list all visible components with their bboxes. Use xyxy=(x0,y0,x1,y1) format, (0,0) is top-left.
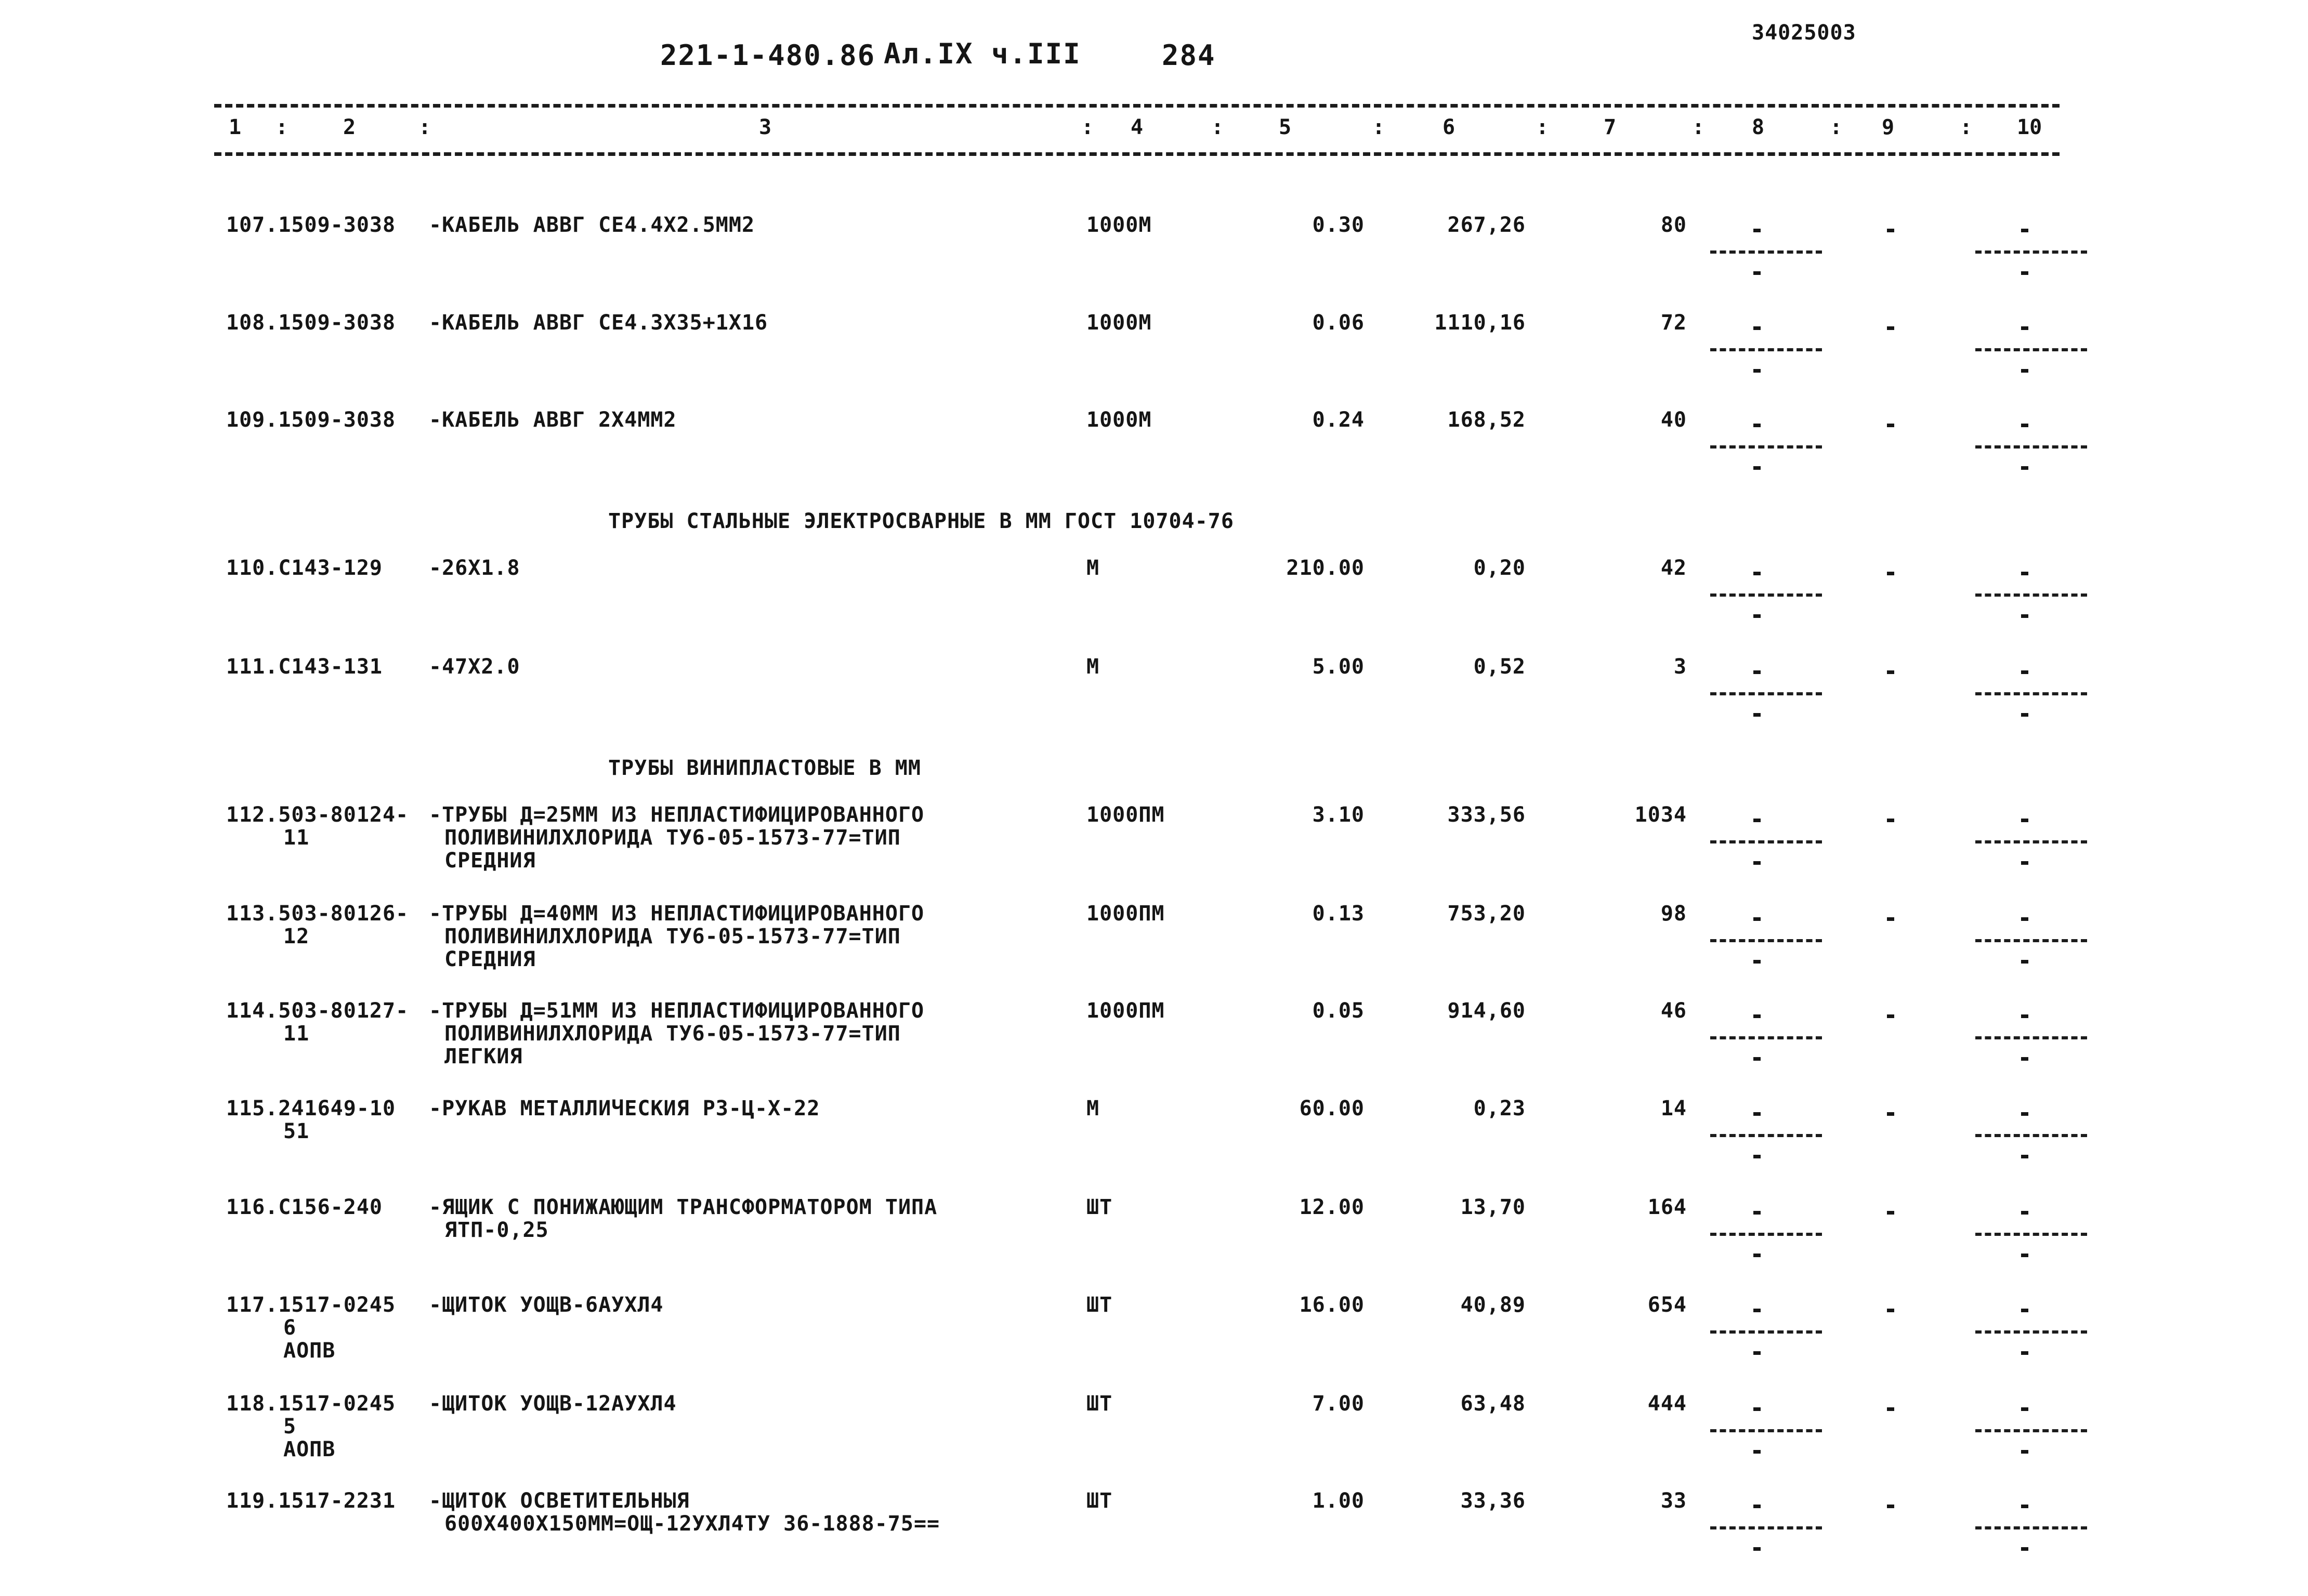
empty-cell-mark xyxy=(2021,1450,2028,1454)
total-cost: 3 xyxy=(1673,655,1687,679)
column-separator: : xyxy=(1536,115,1549,139)
empty-cell-mark xyxy=(1887,1014,1894,1018)
fraction-line xyxy=(1710,1233,1822,1236)
empty-cell-mark xyxy=(1753,1351,1761,1355)
column-number: 10 xyxy=(2017,115,2042,139)
empty-cell-mark xyxy=(1887,1407,1894,1411)
fraction-line xyxy=(1710,1429,1822,1432)
total-cost: 80 xyxy=(1660,213,1687,237)
item-code-suffix-2: АОПВ xyxy=(283,1437,336,1461)
table-row xyxy=(0,556,2308,655)
item-code-suffix: 5 xyxy=(283,1415,297,1439)
empty-cell-mark xyxy=(2021,271,2028,275)
column-separator: : xyxy=(1081,115,1094,139)
fraction-line xyxy=(1975,840,2087,843)
empty-cell-mark xyxy=(2021,1057,2028,1061)
fraction-line xyxy=(1710,250,1822,254)
empty-cell-mark xyxy=(1753,819,1761,822)
table-row xyxy=(0,803,2308,902)
empty-cell-mark xyxy=(1753,229,1761,232)
unit-price: 33,36 xyxy=(1460,1489,1526,1513)
item-name-line-2: 600Х400Х150ММ=ОЩ-12УХЛ4ТУ 36-1888-75== xyxy=(444,1512,940,1536)
quantity: 5.00 xyxy=(1312,655,1365,679)
total-cost: 1034 xyxy=(1634,803,1687,827)
empty-cell-mark xyxy=(2021,819,2028,822)
fraction-line xyxy=(1975,445,2087,449)
column-separator: : xyxy=(1692,115,1705,139)
empty-cell-mark xyxy=(1753,1211,1761,1215)
fraction-line xyxy=(1975,939,2087,942)
table-row xyxy=(0,655,2308,754)
unit-price: 168,52 xyxy=(1447,408,1526,432)
item-name-line-2: ПОЛИВИНИЛХЛОРИДА ТУ6-05-1573-77=ТИП xyxy=(444,925,901,948)
empty-cell-mark xyxy=(2021,572,2028,575)
item-code: 107.1509-3038 xyxy=(226,213,396,237)
fraction-line xyxy=(1975,1036,2087,1039)
column-separator: : xyxy=(276,115,288,139)
empty-cell-mark xyxy=(1887,1112,1894,1116)
fraction-line xyxy=(1710,593,1822,597)
item-name: -РУКАВ МЕТАЛЛИЧЕСКИЯ Р3-Ц-Х-22 xyxy=(429,1097,820,1120)
column-separator: : xyxy=(1211,115,1224,139)
item-name: -47Х2.0 xyxy=(429,655,520,679)
empty-cell-mark xyxy=(1753,670,1761,674)
table-row xyxy=(0,213,2308,312)
item-name-line-2: ПОЛИВИНИЛХЛОРИДА ТУ6-05-1573-77=ТИП xyxy=(444,1022,901,1046)
empty-cell-mark xyxy=(1887,917,1894,921)
empty-cell-mark xyxy=(1753,917,1761,921)
quantity: 3.10 xyxy=(1312,803,1365,827)
quantity: 0.13 xyxy=(1312,902,1365,926)
quantity: 0.06 xyxy=(1312,311,1365,335)
column-number: 5 xyxy=(1279,115,1292,139)
empty-cell-mark xyxy=(1753,713,1761,717)
quantity: 16.00 xyxy=(1299,1293,1365,1317)
table-row xyxy=(0,902,2308,1000)
quantity: 12.00 xyxy=(1299,1195,1365,1219)
empty-cell-mark xyxy=(1753,1547,1761,1551)
unit-price: 13,70 xyxy=(1460,1195,1526,1219)
empty-cell-mark xyxy=(1753,1254,1761,1257)
quantity: 7.00 xyxy=(1312,1392,1365,1416)
unit-price: 1110,16 xyxy=(1434,311,1526,335)
document-code: 221-1-480.86 xyxy=(660,39,876,72)
empty-cell-mark xyxy=(2021,1211,2028,1215)
fraction-line xyxy=(1975,1134,2087,1137)
unit: ШТ xyxy=(1086,1293,1113,1317)
empty-cell-mark xyxy=(1887,1505,1894,1508)
empty-cell-mark xyxy=(2021,1155,2028,1158)
unit-price: 0,52 xyxy=(1473,655,1526,679)
item-code-suffix: 51 xyxy=(283,1119,310,1143)
item-name: -ЩИТОК УОЩВ-12АУХЛ4 xyxy=(429,1392,677,1416)
item-name-line-3: ЛЕГКИЯ xyxy=(444,1045,523,1069)
unit-price: 40,89 xyxy=(1460,1293,1526,1317)
item-name: -ТРУБЫ Д=25ММ ИЗ НЕПЛАСТИФИЦИРОВАННОГО xyxy=(429,803,925,827)
empty-cell-mark xyxy=(1753,271,1761,275)
item-code: 109.1509-3038 xyxy=(226,408,396,432)
item-code: 118.1517-0245 xyxy=(226,1392,396,1416)
item-code: 115.241649-10 xyxy=(226,1097,396,1120)
table-row xyxy=(0,1489,2308,1588)
unit: 1000ПМ xyxy=(1086,902,1165,926)
empty-cell-mark xyxy=(2021,1112,2028,1116)
quantity: 0.24 xyxy=(1312,408,1365,432)
empty-cell-mark xyxy=(1753,369,1761,373)
empty-cell-mark xyxy=(1753,1014,1761,1018)
column-separator: : xyxy=(1960,115,1973,139)
item-name: -ТРУБЫ Д=40ММ ИЗ НЕПЛАСТИФИЦИРОВАННОГО xyxy=(429,902,925,926)
fraction-line xyxy=(1975,1233,2087,1236)
column-separator: : xyxy=(1372,115,1385,139)
item-code-suffix: 6 xyxy=(283,1316,297,1340)
item-code: 112.503-80124- xyxy=(226,803,409,827)
total-cost: 654 xyxy=(1647,1293,1687,1317)
item-code: 119.1517-2231 xyxy=(226,1489,396,1513)
unit: М xyxy=(1086,655,1100,679)
unit-price: 267,26 xyxy=(1447,213,1526,237)
fraction-line xyxy=(1710,1330,1822,1334)
item-name: -ТРУБЫ Д=51ММ ИЗ НЕПЛАСТИФИЦИРОВАННОГО xyxy=(429,999,925,1023)
item-name: -КАБЕЛЬ АВВГ СЕ4.3Х35+1Х16 xyxy=(429,311,768,335)
table-row xyxy=(0,1293,2308,1392)
total-cost: 164 xyxy=(1647,1195,1687,1219)
unit: ШТ xyxy=(1086,1489,1113,1513)
fraction-line xyxy=(1710,1134,1822,1137)
table-row xyxy=(0,1097,2308,1195)
fraction-line xyxy=(1710,1526,1822,1529)
empty-cell-mark xyxy=(2021,1407,2028,1411)
total-cost: 46 xyxy=(1660,999,1687,1023)
column-number: 8 xyxy=(1752,115,1765,139)
total-cost: 72 xyxy=(1660,311,1687,335)
empty-cell-mark xyxy=(2021,713,2028,717)
item-code: 111.С143-131 xyxy=(226,655,383,679)
document-id: 34025003 xyxy=(1752,21,1856,45)
empty-cell-mark xyxy=(1753,1450,1761,1454)
item-name-line-3: СРЕДНИЯ xyxy=(444,849,536,873)
empty-cell-mark xyxy=(1753,1112,1761,1116)
unit-price: 0,20 xyxy=(1473,556,1526,580)
fraction-line xyxy=(1710,445,1822,449)
column-number: 6 xyxy=(1442,115,1455,139)
empty-cell-mark xyxy=(1753,572,1761,575)
empty-cell-mark xyxy=(2021,614,2028,618)
item-code-suffix: 12 xyxy=(283,925,310,948)
total-cost: 33 xyxy=(1660,1489,1687,1513)
item-code-suffix: 11 xyxy=(283,1022,310,1046)
empty-cell-mark xyxy=(2021,1547,2028,1551)
empty-cell-mark xyxy=(1887,1211,1894,1215)
empty-cell-mark xyxy=(2021,229,2028,232)
empty-cell-mark xyxy=(2021,326,2028,330)
quantity: 210.00 xyxy=(1286,556,1365,580)
item-code-suffix: 11 xyxy=(283,826,310,850)
album-reference: Ал.IX ч.III xyxy=(884,37,1081,70)
table-row xyxy=(0,311,2308,410)
empty-cell-mark xyxy=(2021,960,2028,964)
unit: М xyxy=(1086,1097,1100,1120)
empty-cell-mark xyxy=(2021,1351,2028,1355)
item-code: 116.С156-240 xyxy=(226,1195,383,1219)
fraction-line xyxy=(1710,348,1822,351)
item-name: -ЯЩИК С ПОНИЖАЮЩИМ ТРАНСФОРМАТОРОМ ТИПА xyxy=(429,1195,938,1219)
table-row xyxy=(0,1392,2308,1491)
empty-cell-mark xyxy=(1753,861,1761,865)
fraction-line xyxy=(1975,348,2087,351)
empty-cell-mark xyxy=(1887,229,1894,232)
fraction-line xyxy=(1975,692,2087,695)
item-name: -ЩИТОК УОЩВ-6АУХЛ4 xyxy=(429,1293,664,1317)
unit: ШТ xyxy=(1086,1195,1113,1219)
item-name-line-2: ЯТП-0,25 xyxy=(444,1218,549,1242)
unit-price: 0,23 xyxy=(1473,1097,1526,1120)
empty-cell-mark xyxy=(1753,1309,1761,1312)
fraction-line xyxy=(1710,939,1822,942)
unit-price: 63,48 xyxy=(1460,1392,1526,1416)
quantity: 1.00 xyxy=(1312,1489,1365,1513)
empty-cell-mark xyxy=(1753,466,1761,470)
empty-cell-mark xyxy=(2021,670,2028,674)
item-code: 108.1509-3038 xyxy=(226,311,396,335)
empty-cell-mark xyxy=(1753,1155,1761,1158)
unit: 1000М xyxy=(1086,213,1152,237)
item-name-line-3: СРЕДНИЯ xyxy=(444,947,536,971)
total-cost: 42 xyxy=(1660,556,1687,580)
fraction-line xyxy=(1975,593,2087,597)
fraction-line xyxy=(1975,250,2087,254)
empty-cell-mark xyxy=(1753,1407,1761,1411)
empty-cell-mark xyxy=(1753,1057,1761,1061)
empty-cell-mark xyxy=(1753,326,1761,330)
empty-cell-mark xyxy=(2021,1014,2028,1018)
section-heading-steel-pipes: ТРУБЫ СТАЛЬНЫЕ ЭЛЕКТРОСВАРНЫЕ В ММ ГОСТ 10704-76 xyxy=(608,509,1234,533)
empty-cell-mark xyxy=(2021,1309,2028,1312)
empty-cell-mark xyxy=(2021,466,2028,470)
item-name: -26Х1.8 xyxy=(429,556,520,580)
total-cost: 14 xyxy=(1660,1097,1687,1120)
quantity: 60.00 xyxy=(1299,1097,1365,1120)
column-separator: : xyxy=(418,115,431,139)
empty-cell-mark xyxy=(1887,819,1894,822)
empty-cell-mark xyxy=(2021,1505,2028,1508)
quantity: 0.05 xyxy=(1312,999,1365,1023)
table-row xyxy=(0,999,2308,1098)
empty-cell-mark xyxy=(1887,572,1894,575)
column-number: 3 xyxy=(759,115,772,139)
empty-cell-mark xyxy=(1753,960,1761,964)
fraction-line xyxy=(1710,692,1822,695)
quantity: 0.30 xyxy=(1312,213,1365,237)
unit-price: 753,20 xyxy=(1447,902,1526,926)
item-code: 110.С143-129 xyxy=(226,556,383,580)
unit-price: 914,60 xyxy=(1447,999,1526,1023)
table-row xyxy=(0,1195,2308,1294)
empty-cell-mark xyxy=(1887,1309,1894,1312)
unit: ШТ xyxy=(1086,1392,1113,1416)
column-separator: : xyxy=(1830,115,1843,139)
header-rule-top xyxy=(214,104,2060,108)
empty-cell-mark xyxy=(1753,614,1761,618)
unit: М xyxy=(1086,556,1100,580)
column-number: 4 xyxy=(1131,115,1144,139)
item-name: -КАБЕЛЬ АВВГ СЕ4.4Х2.5ММ2 xyxy=(429,213,755,237)
fraction-line xyxy=(1710,840,1822,843)
section-heading-vinyl-pipes: ТРУБЫ ВИНИПЛАСТОВЫЕ В ММ xyxy=(608,756,921,780)
empty-cell-mark xyxy=(2021,917,2028,921)
fraction-line xyxy=(1710,1036,1822,1039)
empty-cell-mark xyxy=(1753,424,1761,427)
page-number: 284 xyxy=(1162,39,1216,72)
empty-cell-mark xyxy=(1887,424,1894,427)
unit: 1000ПМ xyxy=(1086,803,1165,827)
total-cost: 98 xyxy=(1660,902,1687,926)
column-number: 1 xyxy=(229,115,242,139)
column-number: 7 xyxy=(1604,115,1617,139)
unit: 1000ПМ xyxy=(1086,999,1165,1023)
total-cost: 444 xyxy=(1647,1392,1687,1416)
table-row xyxy=(0,408,2308,507)
column-number: 9 xyxy=(1882,115,1895,139)
column-number: 2 xyxy=(343,115,356,139)
header-rule-bottom xyxy=(214,152,2060,156)
empty-cell-mark xyxy=(2021,369,2028,373)
empty-cell-mark xyxy=(1887,326,1894,330)
fraction-line xyxy=(1975,1526,2087,1529)
item-name-line-2: ПОЛИВИНИЛХЛОРИДА ТУ6-05-1573-77=ТИП xyxy=(444,826,901,850)
empty-cell-mark xyxy=(1887,670,1894,674)
item-name: -ЩИТОК ОСВЕТИТЕЛЬНЫЯ xyxy=(429,1489,690,1513)
unit-price: 333,56 xyxy=(1447,803,1526,827)
item-code: 114.503-80127- xyxy=(226,999,409,1023)
fraction-line xyxy=(1975,1330,2087,1334)
item-code: 117.1517-0245 xyxy=(226,1293,396,1317)
unit: 1000М xyxy=(1086,408,1152,432)
item-name: -КАБЕЛЬ АВВГ 2Х4ММ2 xyxy=(429,408,677,432)
item-code: 113.503-80126- xyxy=(226,902,409,926)
empty-cell-mark xyxy=(2021,424,2028,427)
fraction-line xyxy=(1975,1429,2087,1432)
total-cost: 40 xyxy=(1660,408,1687,432)
empty-cell-mark xyxy=(2021,1254,2028,1257)
empty-cell-mark xyxy=(1753,1505,1761,1508)
unit: 1000М xyxy=(1086,311,1152,335)
empty-cell-mark xyxy=(2021,861,2028,865)
item-code-suffix-2: АОПВ xyxy=(283,1339,336,1363)
